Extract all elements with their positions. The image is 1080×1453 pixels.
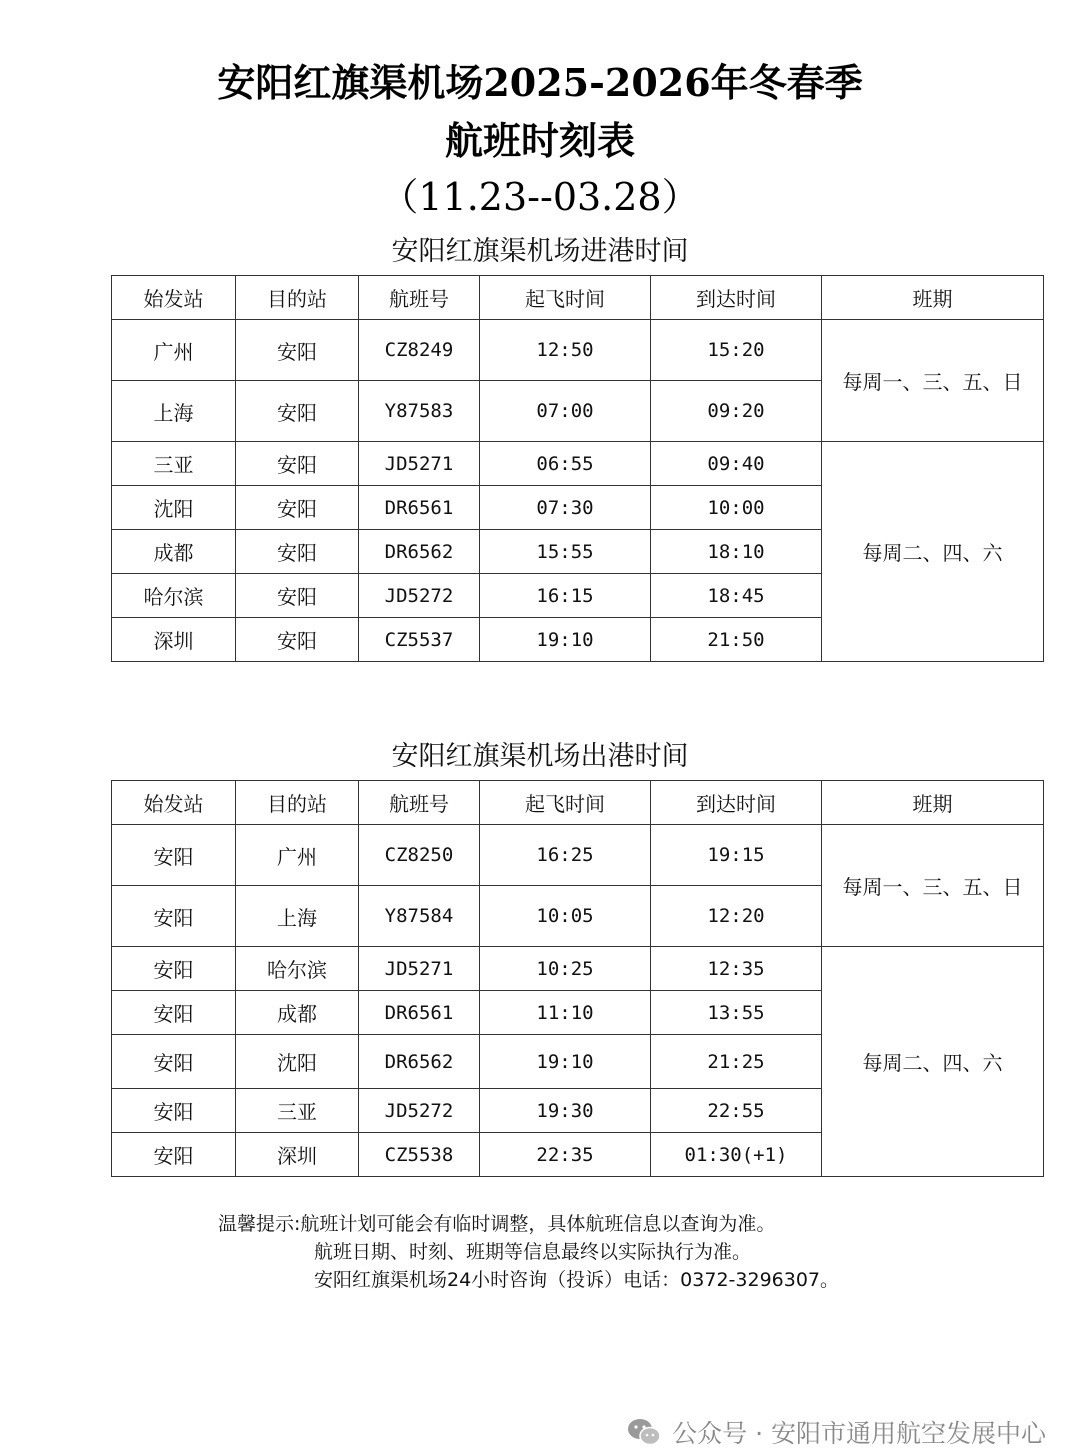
cell-origin: 安阳	[112, 947, 236, 991]
header-flight-no: 航班号	[359, 276, 480, 320]
cell-arrival-time: 19:15	[651, 825, 822, 886]
cell-flight-no: DR6561	[359, 486, 480, 530]
cell-departure-time: 06:55	[480, 442, 651, 486]
cell-destination: 深圳	[236, 1133, 359, 1177]
footer-text: 公众号 · 安阳市通用航空发展中心	[672, 1419, 1046, 1448]
cell-destination: 成都	[236, 991, 359, 1035]
note-line-1: 温馨提示:航班计划可能会有临时调整，具体航班信息以查询为准。	[218, 1213, 776, 1235]
cell-schedule: 每周一、三、五、日	[822, 825, 1044, 947]
table-header-row	[112, 781, 1044, 825]
cell-arrival-time: 21:50	[651, 618, 822, 662]
cell-destination: 安阳	[236, 442, 359, 486]
cell-arrival-time: 18:10	[651, 530, 822, 574]
cell-destination: 安阳	[236, 530, 359, 574]
cell-flight-no: DR6562	[359, 530, 480, 574]
cell-departure-time: 16:25	[480, 825, 651, 886]
cell-flight-no: CZ8250	[359, 825, 480, 886]
table-row	[112, 442, 1044, 486]
table-row	[112, 825, 1044, 886]
cell-arrival-time: 15:20	[651, 320, 822, 381]
cell-departure-time: 16:15	[480, 574, 651, 618]
cell-destination: 安阳	[236, 574, 359, 618]
header-flight-no: 航班号	[359, 781, 480, 825]
header-schedule: 班期	[822, 276, 1044, 320]
cell-arrival-time: 22:55	[651, 1089, 822, 1133]
cell-origin: 安阳	[112, 1035, 236, 1089]
header-origin: 始发站	[112, 781, 236, 825]
footer-watermark	[626, 1414, 1046, 1450]
cell-departure-time: 11:10	[480, 991, 651, 1035]
cell-departure-time: 19:10	[480, 618, 651, 662]
cell-origin: 三亚	[112, 442, 236, 486]
cell-origin: 安阳	[112, 1089, 236, 1133]
cell-flight-no: JD5272	[359, 574, 480, 618]
cell-destination: 安阳	[236, 320, 359, 381]
cell-destination: 哈尔滨	[236, 947, 359, 991]
cell-flight-no: JD5271	[359, 442, 480, 486]
cell-origin: 安阳	[112, 825, 236, 886]
departures-title: 安阳红旗渠机场出港时间	[391, 741, 689, 772]
arrivals-title: 安阳红旗渠机场进港时间	[391, 236, 689, 267]
cell-destination: 沈阳	[236, 1035, 359, 1089]
cell-flight-no: DR6561	[359, 991, 480, 1035]
cell-schedule: 每周二、四、六	[822, 442, 1044, 662]
table-header-row	[112, 276, 1044, 320]
header-schedule: 班期	[822, 781, 1044, 825]
arrivals-table	[111, 275, 1044, 662]
cell-destination: 上海	[236, 886, 359, 947]
cell-arrival-time: 09:40	[651, 442, 822, 486]
table-row	[112, 947, 1044, 991]
cell-schedule: 每周一、三、五、日	[822, 320, 1044, 442]
cell-departure-time: 12:50	[480, 320, 651, 381]
cell-flight-no: CZ8249	[359, 320, 480, 381]
header-arrival-time: 到达时间	[651, 781, 822, 825]
cell-destination: 安阳	[236, 381, 359, 442]
cell-destination: 三亚	[236, 1089, 359, 1133]
cell-origin: 安阳	[112, 1133, 236, 1177]
page-subtitle: 航班时刻表	[444, 118, 635, 163]
cell-departure-time: 07:00	[480, 381, 651, 442]
header-origin: 始发站	[112, 276, 236, 320]
departures-table	[111, 780, 1044, 1177]
cell-flight-no: DR6562	[359, 1035, 480, 1089]
cell-origin: 安阳	[112, 991, 236, 1035]
cell-flight-no: JD5272	[359, 1089, 480, 1133]
cell-arrival-time: 18:45	[651, 574, 822, 618]
cell-departure-time: 22:35	[480, 1133, 651, 1177]
cell-departure-time: 10:25	[480, 947, 651, 991]
cell-destination: 安阳	[236, 618, 359, 662]
cell-flight-no: JD5271	[359, 947, 480, 991]
cell-schedule: 每周二、四、六	[822, 947, 1044, 1177]
date-range: （11.23--03.28）	[380, 175, 700, 219]
cell-flight-no: CZ5537	[359, 618, 480, 662]
header-departure-time: 起飞时间	[480, 781, 651, 825]
cell-departure-time: 15:55	[480, 530, 651, 574]
cell-arrival-time: 12:35	[651, 947, 822, 991]
cell-flight-no: CZ5538	[359, 1133, 480, 1177]
cell-departure-time: 19:30	[480, 1089, 651, 1133]
table-row	[112, 320, 1044, 381]
cell-arrival-time: 09:20	[651, 381, 822, 442]
cell-flight-no: Y87583	[359, 381, 480, 442]
notes-block	[218, 1210, 839, 1294]
cell-flight-no: Y87584	[359, 886, 480, 947]
cell-origin: 沈阳	[112, 486, 236, 530]
header-arrival-time: 到达时间	[651, 276, 822, 320]
cell-destination: 广州	[236, 825, 359, 886]
cell-arrival-time: 10:00	[651, 486, 822, 530]
cell-origin: 深圳	[112, 618, 236, 662]
header-destination: 目的站	[236, 781, 359, 825]
cell-arrival-time: 13:55	[651, 991, 822, 1035]
header-destination: 目的站	[236, 276, 359, 320]
cell-origin: 哈尔滨	[112, 574, 236, 618]
cell-origin: 广州	[112, 320, 236, 381]
cell-arrival-time: 01:30(+1)	[651, 1133, 822, 1177]
cell-departure-time: 10:05	[480, 886, 651, 947]
cell-destination: 安阳	[236, 486, 359, 530]
header-departure-time: 起飞时间	[480, 276, 651, 320]
page-title: 安阳红旗渠机场2025-2026年冬春季	[217, 60, 863, 105]
wechat-icon	[626, 1417, 662, 1447]
cell-arrival-time: 12:20	[651, 886, 822, 947]
note-line-2: 航班日期、时刻、班期等信息最终以实际执行为准。	[314, 1241, 752, 1263]
cell-departure-time: 07:30	[480, 486, 651, 530]
note-line-3: 安阳红旗渠机场24小时咨询（投诉）电话：0372-3296307。	[314, 1269, 840, 1291]
cell-origin: 安阳	[112, 886, 236, 947]
cell-departure-time: 19:10	[480, 1035, 651, 1089]
cell-arrival-time: 21:25	[651, 1035, 822, 1089]
cell-origin: 上海	[112, 381, 236, 442]
cell-origin: 成都	[112, 530, 236, 574]
